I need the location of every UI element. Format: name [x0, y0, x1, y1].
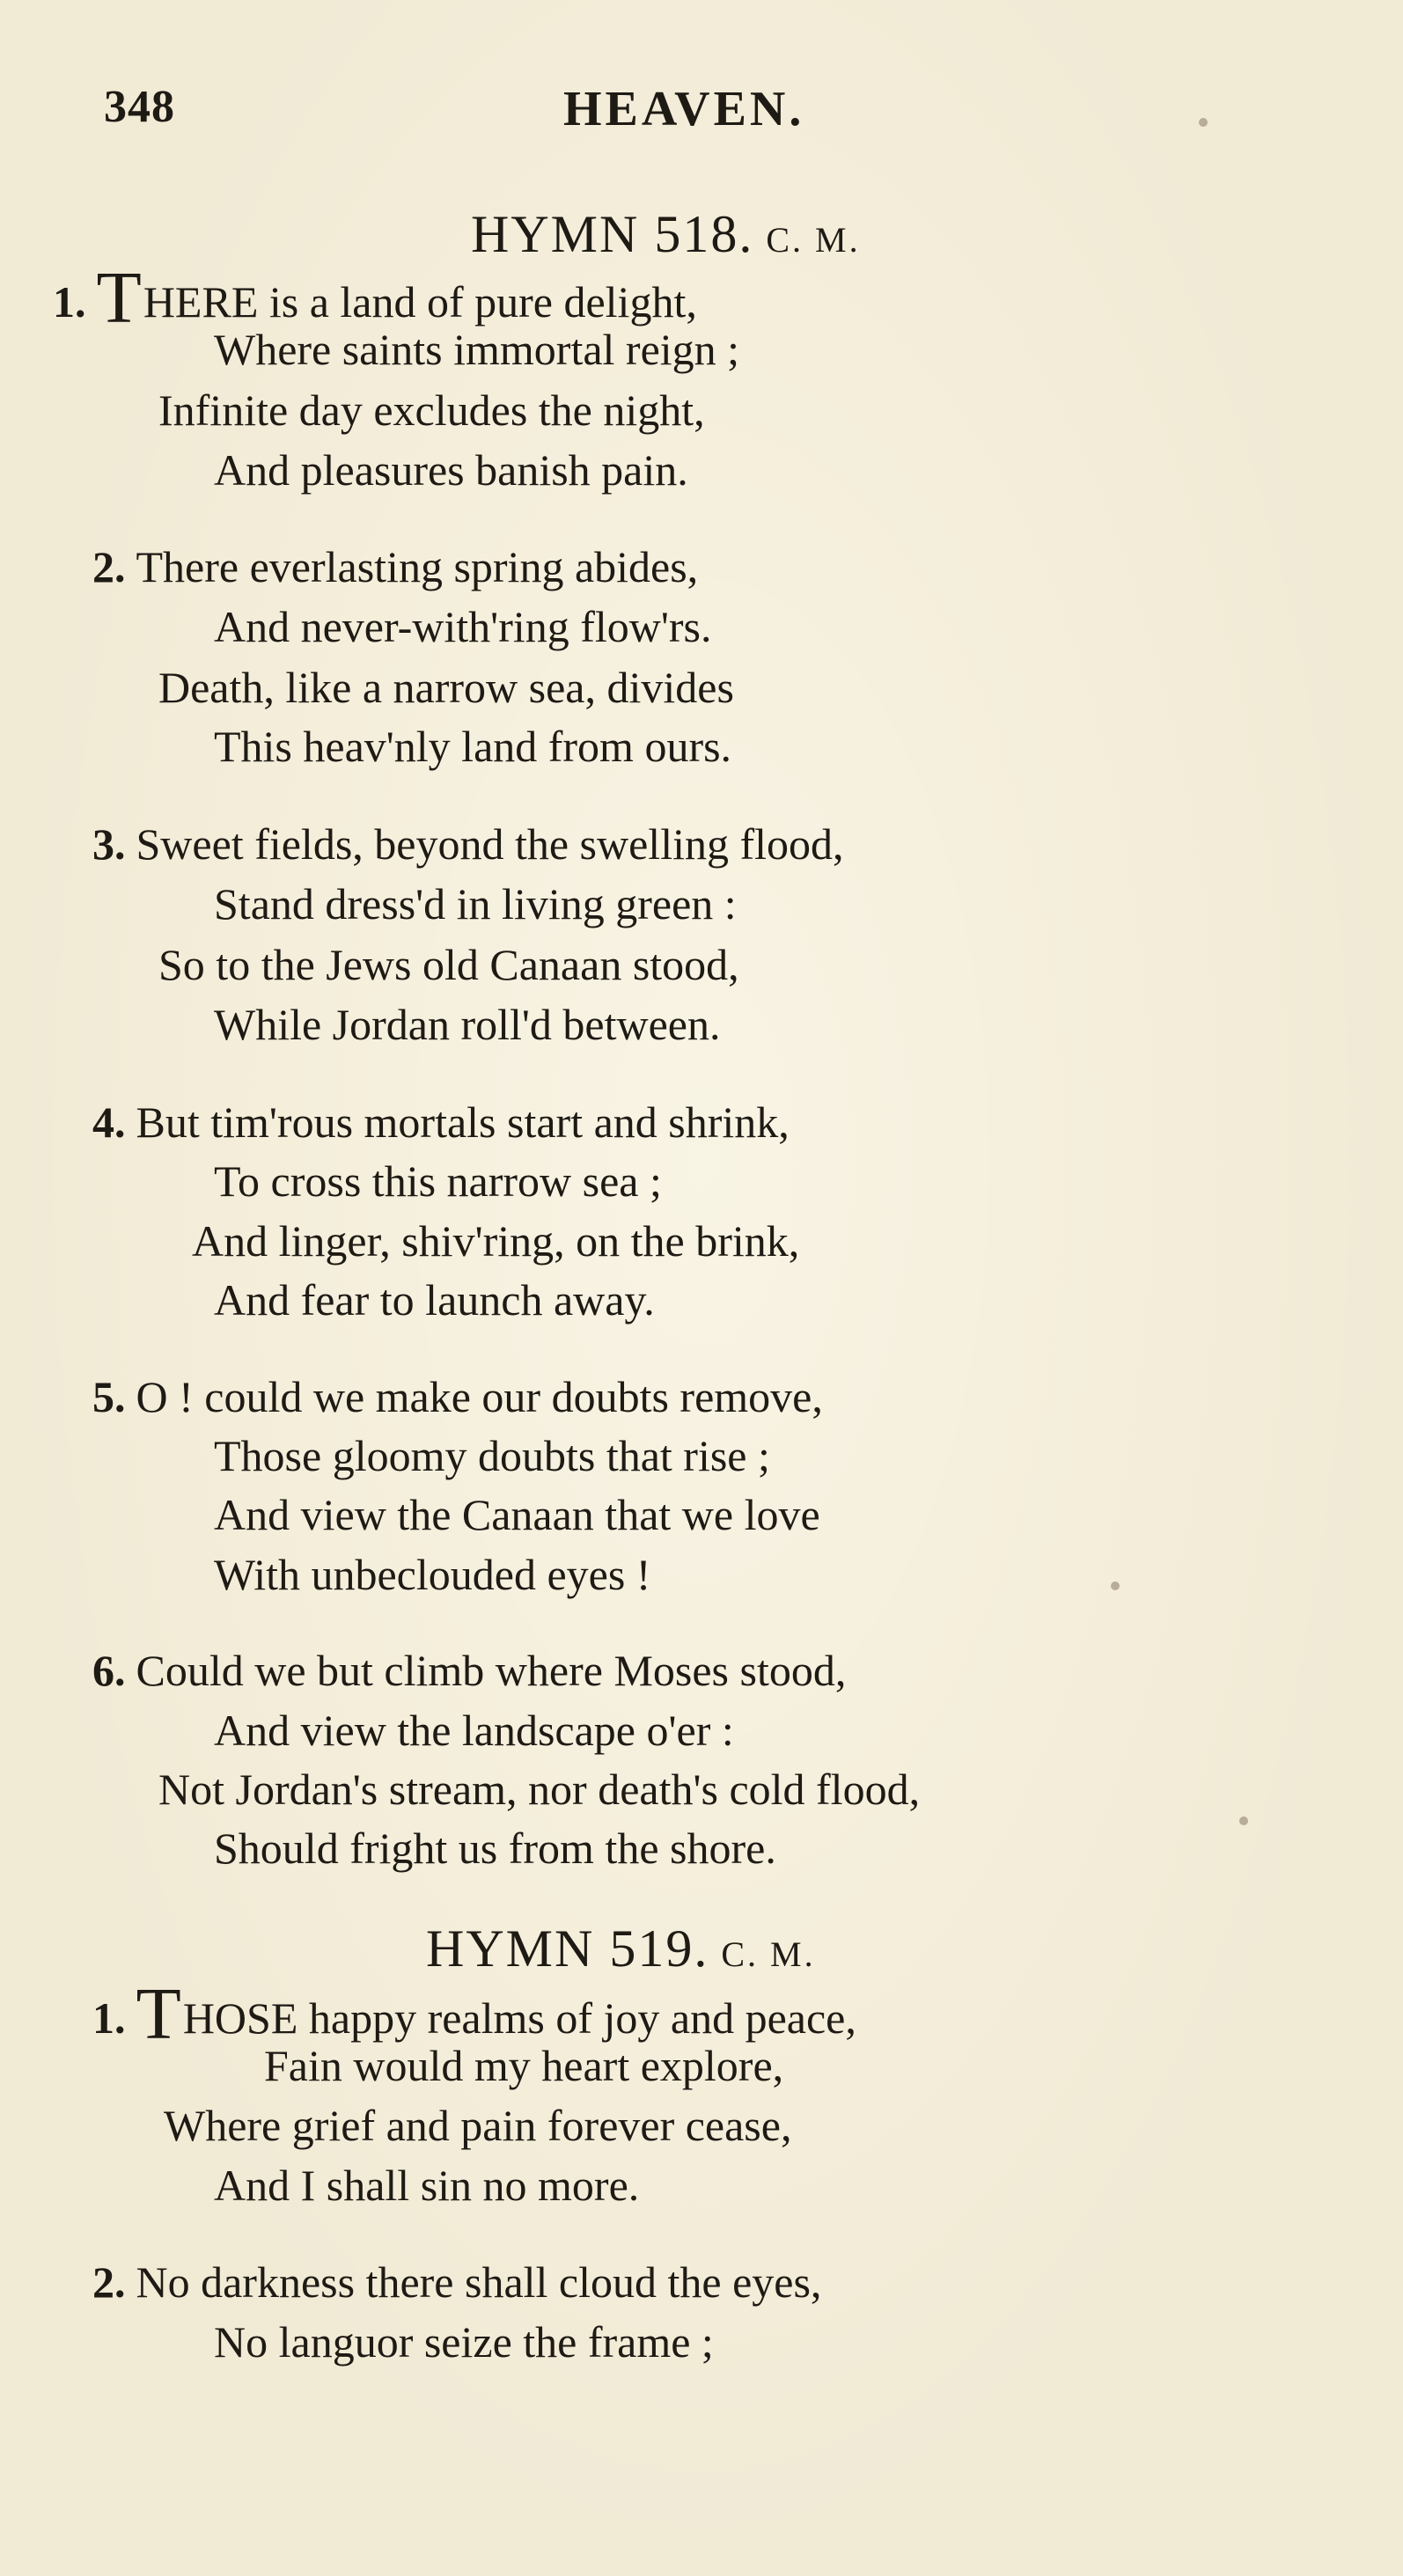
- verse-line: Stand dress'd in living green :: [214, 879, 737, 928]
- verse-number: 2.: [92, 2257, 126, 2307]
- verse-line: No languor seize the frame ;: [214, 2317, 714, 2367]
- verse-line: To cross this narrow sea ;: [214, 1156, 662, 1206]
- print-speck: [1199, 118, 1208, 127]
- running-head: [0, 81, 1403, 143]
- verse-line: With unbeclouded eyes !: [214, 1550, 651, 1599]
- hymn-number: HYMN 518.: [471, 205, 754, 263]
- verse-number: 2.: [92, 542, 126, 591]
- verse-line: And view the landscape o'er :: [214, 1706, 734, 1755]
- verse-line-text: Sweet fields, beyond the swelling flood,: [136, 819, 844, 869]
- verse-line: And fear to launch away.: [214, 1275, 655, 1325]
- hymn-number: HYMN 519.: [426, 1919, 709, 1978]
- drop-capital: T: [96, 257, 142, 339]
- verse-line-text: HOSE happy realms of joy and peace,: [182, 1993, 856, 2043]
- hymn-heading: [471, 204, 861, 265]
- verse-line-text: But tim'rous mortals start and shrink,: [136, 1097, 790, 1147]
- verse-line: While Jordan roll'd between.: [214, 1000, 721, 1049]
- hymn-meter: C. M.: [721, 1934, 816, 1974]
- verse-line-text: HERE is a land of pure delight,: [143, 277, 697, 327]
- verse-line: [53, 257, 697, 339]
- verse-line: So to the Jews old Canaan stood,: [158, 940, 739, 989]
- verse-line: Where grief and pain forever cease,: [164, 2101, 792, 2150]
- verse-line: Not Jordan's stream, nor death's cold flood,: [158, 1765, 921, 1814]
- verse-line: [92, 819, 844, 869]
- verse-number: 4.: [92, 1097, 126, 1147]
- verse-number: 1.: [53, 277, 86, 327]
- verse-line: Those gloomy doubts that rise ;: [214, 1431, 770, 1480]
- verse-line: Fain would my heart explore,: [264, 2041, 784, 2090]
- verse-line-text: Could we but climb where Moses stood,: [136, 1646, 847, 1695]
- verse-line: Should fright us from the shore.: [214, 1824, 776, 1873]
- verse-line: And I shall sin no more.: [214, 2161, 640, 2210]
- hymn-heading: [426, 1919, 816, 1979]
- verse-line-text: No darkness there shall cloud the eyes,: [136, 2257, 822, 2307]
- verse-number: 6.: [92, 1646, 126, 1695]
- verse-line: [92, 1646, 847, 1695]
- verse-line: [92, 1372, 823, 1421]
- print-speck: [1111, 1582, 1120, 1590]
- verse-line: [92, 2257, 822, 2307]
- drop-capital: T: [136, 1973, 181, 2055]
- verse-line-text: O ! could we make our doubts remove,: [136, 1372, 823, 1421]
- verse-line: And linger, shiv'ring, on the brink,: [192, 1216, 800, 1266]
- hymn-meter: C. M.: [766, 220, 861, 260]
- section-title: HEAVEN.: [563, 82, 805, 136]
- verse-line: This heav'nly land from ours.: [214, 722, 732, 771]
- verse-line: Death, like a narrow sea, divides: [158, 663, 734, 712]
- verse-line: And pleasures banish pain.: [214, 445, 688, 495]
- verse-line: [92, 1973, 856, 2055]
- verse-line: [92, 1097, 790, 1147]
- page-number: 348: [104, 82, 175, 132]
- verse-number: 5.: [92, 1372, 126, 1421]
- verse-number: 3.: [92, 819, 126, 869]
- verse-number: 1.: [92, 1993, 126, 2043]
- verse-line: [92, 542, 699, 591]
- print-speck: [1239, 1816, 1248, 1825]
- verse-line-text: There everlasting spring abides,: [136, 542, 699, 591]
- verse-line: Infinite day excludes the night,: [158, 385, 705, 435]
- verse-line: And view the Canaan that we love: [214, 1490, 820, 1539]
- verse-line: And never-with'ring flow'rs.: [214, 602, 712, 651]
- verse-line: Where saints immortal reign ;: [214, 325, 740, 374]
